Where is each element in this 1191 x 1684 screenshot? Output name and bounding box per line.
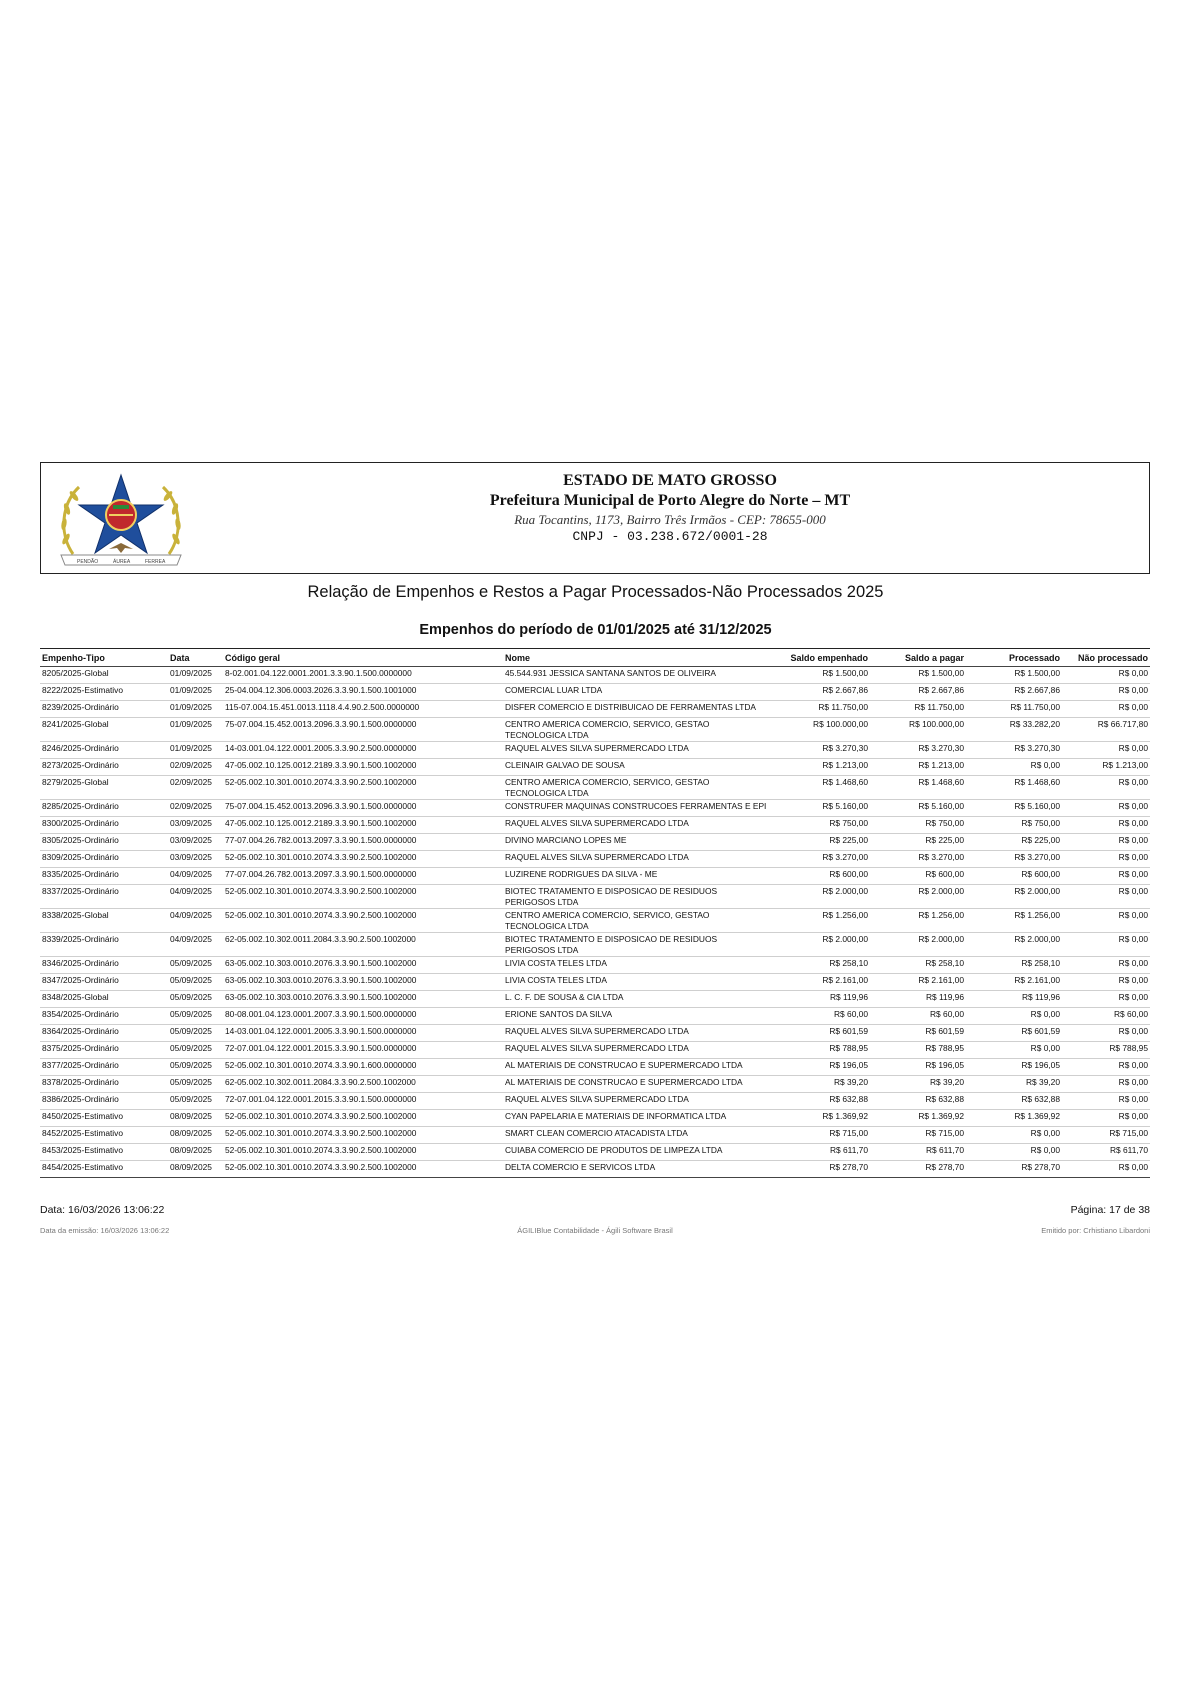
saldo-a-pagar-cell: R$ 119,96 — [870, 991, 966, 1008]
codigo-geral-cell: 52-05.002.10.301.0010.2074.3.3.90.2.500.1002000 — [223, 1161, 503, 1178]
data-cell: 05/09/2025 — [168, 974, 223, 991]
saldo-a-pagar-cell: R$ 258,10 — [870, 957, 966, 974]
report-subtitle: Empenhos do período de 01/01/2025 até 31/12/2025 — [419, 622, 772, 638]
coat-of-arms-logo — [51, 469, 191, 569]
table-row — [40, 701, 1150, 718]
nome-cell: LIVIA COSTA TELES LTDA — [503, 974, 771, 991]
saldo-a-pagar-cell: R$ 60,00 — [870, 1008, 966, 1025]
saldo-empenhado-cell: R$ 601,59 — [771, 1025, 870, 1042]
saldo-a-pagar-cell: R$ 2.000,00 — [870, 885, 966, 909]
nao-processado-cell: R$ 0,00 — [1062, 667, 1150, 684]
data-cell: 04/09/2025 — [168, 933, 223, 957]
empenho-tipo-cell: 8377/2025-Ordinário — [40, 1059, 168, 1076]
processado-cell: R$ 1.369,92 — [966, 1110, 1062, 1127]
saldo-a-pagar-cell: R$ 11.750,00 — [870, 701, 966, 718]
footer-date: Data: 16/03/2026 13:06:22 — [40, 1204, 165, 1216]
column-header: Não processado — [1062, 649, 1150, 667]
table-row — [40, 776, 1150, 800]
codigo-geral-cell: 75-07.004.15.452.0013.2096.3.3.90.1.500.0000000 — [223, 718, 503, 742]
header-text-block — [191, 471, 1149, 545]
table-row — [40, 991, 1150, 1008]
nao-processado-cell: R$ 715,00 — [1062, 1127, 1150, 1144]
codigo-geral-cell: 80-08.001.04.123.0001.2007.3.3.90.1.500.0000000 — [223, 1008, 503, 1025]
state-name: ESTADO DE MATO GROSSO — [563, 472, 777, 489]
saldo-a-pagar-cell: R$ 1.500,00 — [870, 667, 966, 684]
nao-processado-cell: R$ 0,00 — [1062, 974, 1150, 991]
saldo-a-pagar-cell: R$ 632,88 — [870, 1093, 966, 1110]
nome-cell: BIOTEC TRATAMENTO E DISPOSICAO DE RESIDUOS PERIGOSOS LTDA — [503, 933, 771, 957]
nao-processado-cell: R$ 0,00 — [1062, 868, 1150, 885]
table-row — [40, 834, 1150, 851]
codigo-geral-cell: 62-05.002.10.302.0011.2084.3.3.90.2.500.1002000 — [223, 1076, 503, 1093]
processado-cell: R$ 39,20 — [966, 1076, 1062, 1093]
saldo-a-pagar-cell: R$ 39,20 — [870, 1076, 966, 1093]
saldo-empenhado-cell: R$ 3.270,30 — [771, 742, 870, 759]
nome-cell: DISFER COMERCIO E DISTRIBUICAO DE FERRAMENTAS LTDA — [503, 701, 771, 718]
empenho-tipo-cell: 8285/2025-Ordinário — [40, 800, 168, 817]
nome-cell: DIVINO MARCIANO LOPES ME — [503, 834, 771, 851]
data-cell: 03/09/2025 — [168, 817, 223, 834]
nao-processado-cell: R$ 0,00 — [1062, 1110, 1150, 1127]
table-header-row — [40, 649, 1150, 667]
report-header — [40, 462, 1150, 574]
nome-cell: LIVIA COSTA TELES LTDA — [503, 957, 771, 974]
processado-cell: R$ 0,00 — [966, 1008, 1062, 1025]
empenho-tipo-cell: 8337/2025-Ordinário — [40, 885, 168, 909]
nao-processado-cell: R$ 0,00 — [1062, 1059, 1150, 1076]
table-row — [40, 885, 1150, 909]
saldo-empenhado-cell: R$ 196,05 — [771, 1059, 870, 1076]
processado-cell: R$ 601,59 — [966, 1025, 1062, 1042]
saldo-empenhado-cell: R$ 39,20 — [771, 1076, 870, 1093]
processado-cell: R$ 3.270,30 — [966, 742, 1062, 759]
codigo-geral-cell: 62-05.002.10.302.0011.2084.3.3.90.2.500.1002000 — [223, 933, 503, 957]
data-cell: 05/09/2025 — [168, 1025, 223, 1042]
processado-cell: R$ 33.282,20 — [966, 718, 1062, 742]
saldo-empenhado-cell: R$ 1.468,60 — [771, 776, 870, 800]
saldo-a-pagar-cell: R$ 196,05 — [870, 1059, 966, 1076]
data-cell: 04/09/2025 — [168, 885, 223, 909]
empenho-tipo-cell: 8452/2025-Estimativo — [40, 1127, 168, 1144]
processado-cell: R$ 750,00 — [966, 817, 1062, 834]
codigo-geral-cell: 63-05.002.10.303.0010.2076.3.3.90.1.500.1002000 — [223, 957, 503, 974]
nao-processado-cell: R$ 66.717,80 — [1062, 718, 1150, 742]
codigo-geral-cell: 72-07.001.04.122.0001.2015.3.3.90.1.500.0000000 — [223, 1042, 503, 1059]
nao-processado-cell: R$ 0,00 — [1062, 701, 1150, 718]
column-header: Processado — [966, 649, 1062, 667]
saldo-a-pagar-cell: R$ 2.161,00 — [870, 974, 966, 991]
nao-processado-cell: R$ 0,00 — [1062, 834, 1150, 851]
svg-text:PENDÃO: PENDÃO — [77, 559, 99, 565]
table-row — [40, 718, 1150, 742]
codigo-geral-cell: 77-07.004.26.782.0013.2097.3.3.90.1.500.0000000 — [223, 834, 503, 851]
nome-cell: BIOTEC TRATAMENTO E DISPOSICAO DE RESIDUOS PERIGOSOS LTDA — [503, 885, 771, 909]
saldo-a-pagar-cell: R$ 715,00 — [870, 1127, 966, 1144]
data-cell: 03/09/2025 — [168, 851, 223, 868]
svg-text:ÁUREA: ÁUREA — [113, 559, 131, 565]
nome-cell: L. C. F. DE SOUSA & CIA LTDA — [503, 991, 771, 1008]
saldo-empenhado-cell: R$ 3.270,00 — [771, 851, 870, 868]
empenho-tipo-cell: 8305/2025-Ordinário — [40, 834, 168, 851]
table-row — [40, 1161, 1150, 1178]
data-cell: 05/09/2025 — [168, 991, 223, 1008]
empenho-tipo-cell: 8339/2025-Ordinário — [40, 933, 168, 957]
nao-processado-cell: R$ 788,95 — [1062, 1042, 1150, 1059]
saldo-a-pagar-cell: R$ 5.160,00 — [870, 800, 966, 817]
data-cell: 05/09/2025 — [168, 957, 223, 974]
empenho-tipo-cell: 8338/2025-Global — [40, 909, 168, 933]
codigo-geral-cell: 52-05.002.10.301.0010.2074.3.3.90.2.500.1002000 — [223, 1127, 503, 1144]
nao-processado-cell: R$ 0,00 — [1062, 851, 1150, 868]
processado-cell: R$ 2.667,86 — [966, 684, 1062, 701]
table-body — [40, 667, 1150, 1178]
table-row — [40, 933, 1150, 957]
codigo-geral-cell: 14-03.001.04.122.0001.2005.3.3.90.2.500.0000000 — [223, 742, 503, 759]
empenho-tipo-cell: 8205/2025-Global — [40, 667, 168, 684]
codigo-geral-cell: 63-05.002.10.303.0010.2076.3.3.90.1.500.1002000 — [223, 974, 503, 991]
empenho-tipo-cell: 8354/2025-Ordinário — [40, 1008, 168, 1025]
nome-cell: RAQUEL ALVES SILVA SUPERMERCADO LTDA — [503, 817, 771, 834]
saldo-empenhado-cell: R$ 611,70 — [771, 1144, 870, 1161]
empenho-tipo-cell: 8346/2025-Ordinário — [40, 957, 168, 974]
processado-cell: R$ 278,70 — [966, 1161, 1062, 1178]
codigo-geral-cell: 47-05.002.10.125.0012.2189.3.3.90.1.500.1002000 — [223, 759, 503, 776]
saldo-empenhado-cell: R$ 1.369,92 — [771, 1110, 870, 1127]
nao-processado-cell: R$ 0,00 — [1062, 684, 1150, 701]
processado-cell: R$ 1.500,00 — [966, 667, 1062, 684]
processado-cell: R$ 0,00 — [966, 1144, 1062, 1161]
data-cell: 02/09/2025 — [168, 759, 223, 776]
processado-cell: R$ 0,00 — [966, 1042, 1062, 1059]
data-cell: 01/09/2025 — [168, 701, 223, 718]
nao-processado-cell: R$ 0,00 — [1062, 909, 1150, 933]
nome-cell: ERIONE SANTOS DA SILVA — [503, 1008, 771, 1025]
nao-processado-cell: R$ 1.213,00 — [1062, 759, 1150, 776]
codigo-geral-cell: 52-05.002.10.301.0010.2074.3.3.90.2.500.1002000 — [223, 851, 503, 868]
codigo-geral-cell: 25-04.004.12.306.0003.2026.3.3.90.1.500.1001000 — [223, 684, 503, 701]
saldo-a-pagar-cell: R$ 600,00 — [870, 868, 966, 885]
empenho-tipo-cell: 8246/2025-Ordinário — [40, 742, 168, 759]
nome-cell: RAQUEL ALVES SILVA SUPERMERCADO LTDA — [503, 851, 771, 868]
codigo-geral-cell: 52-05.002.10.301.0010.2074.3.3.90.2.500.1002000 — [223, 1144, 503, 1161]
address: Rua Tocantins, 1173, Bairro Três Irmãos - CEP: 78655-000 — [514, 512, 826, 527]
table-row — [40, 759, 1150, 776]
data-cell: 05/09/2025 — [168, 1059, 223, 1076]
footer-meta — [40, 1226, 1150, 1238]
nome-cell: CENTRO AMERICA COMERCIO, SERVICO, GESTAO TECNOLOGICA LTDA — [503, 909, 771, 933]
nao-processado-cell: R$ 0,00 — [1062, 885, 1150, 909]
column-header: Empenho-Tipo — [40, 649, 168, 667]
saldo-empenhado-cell: R$ 2.000,00 — [771, 933, 870, 957]
data-cell: 08/09/2025 — [168, 1110, 223, 1127]
saldo-empenhado-cell: R$ 278,70 — [771, 1161, 870, 1178]
nao-processado-cell: R$ 0,00 — [1062, 933, 1150, 957]
processado-cell: R$ 5.160,00 — [966, 800, 1062, 817]
table-row — [40, 817, 1150, 834]
codigo-geral-cell: 14-03.001.04.122.0001.2005.3.3.90.1.500.0000000 — [223, 1025, 503, 1042]
saldo-empenhado-cell: R$ 632,88 — [771, 1093, 870, 1110]
table-row — [40, 1059, 1150, 1076]
table-row — [40, 667, 1150, 684]
processado-cell: R$ 11.750,00 — [966, 701, 1062, 718]
data-cell: 08/09/2025 — [168, 1127, 223, 1144]
column-header: Data — [168, 649, 223, 667]
empenho-tipo-cell: 8378/2025-Ordinário — [40, 1076, 168, 1093]
codigo-geral-cell: 52-05.002.10.301.0010.2074.3.3.90.2.500.1002000 — [223, 1110, 503, 1127]
page-number: Página: 17 de 38 — [1070, 1204, 1150, 1216]
nome-cell: RAQUEL ALVES SILVA SUPERMERCADO LTDA — [503, 1042, 771, 1059]
saldo-empenhado-cell: R$ 2.667,86 — [771, 684, 870, 701]
city-hall-name: Prefeitura Municipal de Porto Alegre do Norte – MT — [489, 492, 851, 509]
table-row — [40, 974, 1150, 991]
nome-cell: AL MATERIAIS DE CONSTRUCAO E SUPERMERCADO LTDA — [503, 1076, 771, 1093]
table-row — [40, 868, 1150, 885]
processado-cell: R$ 632,88 — [966, 1093, 1062, 1110]
nao-processado-cell: R$ 0,00 — [1062, 991, 1150, 1008]
nao-processado-cell: R$ 0,00 — [1062, 1161, 1150, 1178]
saldo-a-pagar-cell: R$ 3.270,30 — [870, 742, 966, 759]
codigo-geral-cell: 72-07.001.04.122.0001.2015.3.3.90.1.500.0000000 — [223, 1093, 503, 1110]
data-cell: 01/09/2025 — [168, 718, 223, 742]
saldo-a-pagar-cell: R$ 3.270,00 — [870, 851, 966, 868]
table-row — [40, 742, 1150, 759]
data-cell: 01/09/2025 — [168, 684, 223, 701]
issued-by: Emitido por: Crhistiano Libardoni — [1041, 1226, 1150, 1235]
report-title: Relação de Empenhos e Restos a Pagar Processados-Não Processados 2025 — [307, 583, 884, 601]
nome-cell: CLEINAIR GALVAO DE SOUSA — [503, 759, 771, 776]
processado-cell: R$ 258,10 — [966, 957, 1062, 974]
data-cell: 01/09/2025 — [168, 742, 223, 759]
processado-cell: R$ 225,00 — [966, 834, 1062, 851]
table-row — [40, 1042, 1150, 1059]
saldo-empenhado-cell: R$ 225,00 — [771, 834, 870, 851]
empenho-tipo-cell: 8309/2025-Ordinário — [40, 851, 168, 868]
data-cell: 03/09/2025 — [168, 834, 223, 851]
nome-cell: CONSTRUFER MAQUINAS CONSTRUCOES FERRAMENTAS E EPI — [503, 800, 771, 817]
processado-cell: R$ 600,00 — [966, 868, 1062, 885]
saldo-empenhado-cell: R$ 1.256,00 — [771, 909, 870, 933]
saldo-a-pagar-cell: R$ 278,70 — [870, 1161, 966, 1178]
empenhos-table — [40, 648, 1150, 1178]
codigo-geral-cell: 52-05.002.10.301.0010.2074.3.3.90.2.500.1002000 — [223, 909, 503, 933]
codigo-geral-cell: 115-07.004.15.451.0013.1118.4.4.90.2.500.0000000 — [223, 701, 503, 718]
software-credit: ÁGILIBlue Contabilidade - Ágili Software Brasil — [517, 1226, 673, 1235]
saldo-empenhado-cell: R$ 2.000,00 — [771, 885, 870, 909]
empenho-tipo-cell: 8375/2025-Ordinário — [40, 1042, 168, 1059]
saldo-empenhado-cell: R$ 788,95 — [771, 1042, 870, 1059]
empenho-tipo-cell: 8279/2025-Global — [40, 776, 168, 800]
saldo-empenhado-cell: R$ 258,10 — [771, 957, 870, 974]
saldo-a-pagar-cell: R$ 611,70 — [870, 1144, 966, 1161]
data-cell: 04/09/2025 — [168, 868, 223, 885]
saldo-a-pagar-cell: R$ 225,00 — [870, 834, 966, 851]
nao-processado-cell: R$ 0,00 — [1062, 1093, 1150, 1110]
empenho-tipo-cell: 8453/2025-Estimativo — [40, 1144, 168, 1161]
nome-cell: LUZIRENE RODRIGUES DA SILVA - ME — [503, 868, 771, 885]
table-row — [40, 851, 1150, 868]
saldo-empenhado-cell: R$ 600,00 — [771, 868, 870, 885]
data-cell: 04/09/2025 — [168, 909, 223, 933]
codigo-geral-cell: 52-05.002.10.301.0010.2074.3.3.90.2.500.1002000 — [223, 776, 503, 800]
data-cell: 02/09/2025 — [168, 776, 223, 800]
processado-cell: R$ 1.468,60 — [966, 776, 1062, 800]
saldo-a-pagar-cell: R$ 788,95 — [870, 1042, 966, 1059]
table-row — [40, 1144, 1150, 1161]
nao-processado-cell: R$ 0,00 — [1062, 817, 1150, 834]
saldo-empenhado-cell: R$ 119,96 — [771, 991, 870, 1008]
saldo-a-pagar-cell: R$ 2.667,86 — [870, 684, 966, 701]
empenho-tipo-cell: 8335/2025-Ordinário — [40, 868, 168, 885]
table-row — [40, 684, 1150, 701]
svg-text:FERREA: FERREA — [145, 559, 166, 565]
table-row — [40, 1110, 1150, 1127]
saldo-empenhado-cell: R$ 715,00 — [771, 1127, 870, 1144]
column-header: Código geral — [223, 649, 503, 667]
saldo-empenhado-cell: R$ 5.160,00 — [771, 800, 870, 817]
nome-cell: CYAN PAPELARIA E MATERIAIS DE INFORMATICA LTDA — [503, 1110, 771, 1127]
nome-cell: SMART CLEAN COMERCIO ATACADISTA LTDA — [503, 1127, 771, 1144]
table-row — [40, 1025, 1150, 1042]
saldo-empenhado-cell: R$ 1.500,00 — [771, 667, 870, 684]
empenho-tipo-cell: 8273/2025-Ordinário — [40, 759, 168, 776]
processado-cell: R$ 196,05 — [966, 1059, 1062, 1076]
empenho-tipo-cell: 8348/2025-Global — [40, 991, 168, 1008]
data-cell: 02/09/2025 — [168, 800, 223, 817]
saldo-empenhado-cell: R$ 60,00 — [771, 1008, 870, 1025]
data-cell: 01/09/2025 — [168, 667, 223, 684]
processado-cell: R$ 2.161,00 — [966, 974, 1062, 991]
footer — [40, 1204, 1150, 1218]
nao-processado-cell: R$ 0,00 — [1062, 776, 1150, 800]
nome-cell: AL MATERIAIS DE CONSTRUCAO E SUPERMERCADO LTDA — [503, 1059, 771, 1076]
processado-cell: R$ 3.270,00 — [966, 851, 1062, 868]
codigo-geral-cell: 8-02.001.04.122.0001.2001.3.3.90.1.500.0000000 — [223, 667, 503, 684]
saldo-empenhado-cell: R$ 750,00 — [771, 817, 870, 834]
nome-cell: RAQUEL ALVES SILVA SUPERMERCADO LTDA — [503, 1093, 771, 1110]
codigo-geral-cell: 75-07.004.15.452.0013.2096.3.3.90.1.500.0000000 — [223, 800, 503, 817]
empenho-tipo-cell: 8454/2025-Estimativo — [40, 1161, 168, 1178]
processado-cell: R$ 119,96 — [966, 991, 1062, 1008]
processado-cell: R$ 2.000,00 — [966, 885, 1062, 909]
empenho-tipo-cell: 8364/2025-Ordinário — [40, 1025, 168, 1042]
codigo-geral-cell: 52-05.002.10.301.0010.2074.3.3.90.2.500.1002000 — [223, 885, 503, 909]
empenho-tipo-cell: 8241/2025-Global — [40, 718, 168, 742]
table-row — [40, 1076, 1150, 1093]
column-header: Saldo a pagar — [870, 649, 966, 667]
data-cell: 08/09/2025 — [168, 1144, 223, 1161]
table-row — [40, 1093, 1150, 1110]
empenho-tipo-cell: 8239/2025-Ordinário — [40, 701, 168, 718]
codigo-geral-cell: 63-05.002.10.303.0010.2076.3.3.90.1.500.1002000 — [223, 991, 503, 1008]
data-cell: 05/09/2025 — [168, 1008, 223, 1025]
data-cell: 08/09/2025 — [168, 1161, 223, 1178]
saldo-a-pagar-cell: R$ 1.468,60 — [870, 776, 966, 800]
data-cell: 05/09/2025 — [168, 1042, 223, 1059]
saldo-empenhado-cell: R$ 2.161,00 — [771, 974, 870, 991]
codigo-geral-cell: 77-07.004.26.782.0013.2097.3.3.90.1.500.0000000 — [223, 868, 503, 885]
nao-processado-cell: R$ 0,00 — [1062, 1025, 1150, 1042]
processado-cell: R$ 0,00 — [966, 759, 1062, 776]
nao-processado-cell: R$ 611,70 — [1062, 1144, 1150, 1161]
nome-cell: CUIABA COMERCIO DE PRODUTOS DE LIMPEZA LTDA — [503, 1144, 771, 1161]
saldo-empenhado-cell: R$ 1.213,00 — [771, 759, 870, 776]
empenho-tipo-cell: 8300/2025-Ordinário — [40, 817, 168, 834]
saldo-a-pagar-cell: R$ 1.256,00 — [870, 909, 966, 933]
nome-cell: 45.544.931 JESSICA SANTANA SANTOS DE OLIVEIRA — [503, 667, 771, 684]
nome-cell: DELTA COMERCIO E SERVICOS LTDA — [503, 1161, 771, 1178]
nao-processado-cell: R$ 0,00 — [1062, 800, 1150, 817]
saldo-a-pagar-cell: R$ 100.000,00 — [870, 718, 966, 742]
nome-cell: COMERCIAL LUAR LTDA — [503, 684, 771, 701]
column-header: Nome — [503, 649, 771, 667]
empenho-tipo-cell: 8347/2025-Ordinário — [40, 974, 168, 991]
nao-processado-cell: R$ 0,00 — [1062, 742, 1150, 759]
saldo-a-pagar-cell: R$ 750,00 — [870, 817, 966, 834]
nome-cell: RAQUEL ALVES SILVA SUPERMERCADO LTDA — [503, 742, 771, 759]
column-header: Saldo empenhado — [771, 649, 870, 667]
nome-cell: CENTRO AMERICA COMERCIO, SERVICO, GESTAO TECNOLOGICA LTDA — [503, 718, 771, 742]
processado-cell: R$ 1.256,00 — [966, 909, 1062, 933]
processado-cell: R$ 2.000,00 — [966, 933, 1062, 957]
data-cell: 05/09/2025 — [168, 1093, 223, 1110]
saldo-a-pagar-cell: R$ 601,59 — [870, 1025, 966, 1042]
emission-date: Data da emissão: 16/03/2026 13:06:22 — [40, 1226, 170, 1235]
table-row — [40, 957, 1150, 974]
data-cell: 05/09/2025 — [168, 1076, 223, 1093]
saldo-a-pagar-cell: R$ 2.000,00 — [870, 933, 966, 957]
codigo-geral-cell: 47-05.002.10.125.0012.2189.3.3.90.1.500.1002000 — [223, 817, 503, 834]
codigo-geral-cell: 52-05.002.10.301.0010.2074.3.3.90.1.600.0000000 — [223, 1059, 503, 1076]
table-row — [40, 909, 1150, 933]
table-row — [40, 800, 1150, 817]
cnpj: CNPJ - 03.238.672/0001-28 — [572, 529, 768, 544]
nao-processado-cell: R$ 0,00 — [1062, 1076, 1150, 1093]
nome-cell: CENTRO AMERICA COMERCIO, SERVICO, GESTAO TECNOLOGICA LTDA — [503, 776, 771, 800]
saldo-a-pagar-cell: R$ 1.369,92 — [870, 1110, 966, 1127]
processado-cell: R$ 0,00 — [966, 1127, 1062, 1144]
empenho-tipo-cell: 8450/2025-Estimativo — [40, 1110, 168, 1127]
saldo-empenhado-cell: R$ 11.750,00 — [771, 701, 870, 718]
nao-processado-cell: R$ 0,00 — [1062, 957, 1150, 974]
nao-processado-cell: R$ 60,00 — [1062, 1008, 1150, 1025]
saldo-a-pagar-cell: R$ 1.213,00 — [870, 759, 966, 776]
table-row — [40, 1127, 1150, 1144]
empenho-tipo-cell: 8222/2025-Estimativo — [40, 684, 168, 701]
nome-cell: RAQUEL ALVES SILVA SUPERMERCADO LTDA — [503, 1025, 771, 1042]
saldo-empenhado-cell: R$ 100.000,00 — [771, 718, 870, 742]
empenho-tipo-cell: 8386/2025-Ordinário — [40, 1093, 168, 1110]
table-row — [40, 1008, 1150, 1025]
